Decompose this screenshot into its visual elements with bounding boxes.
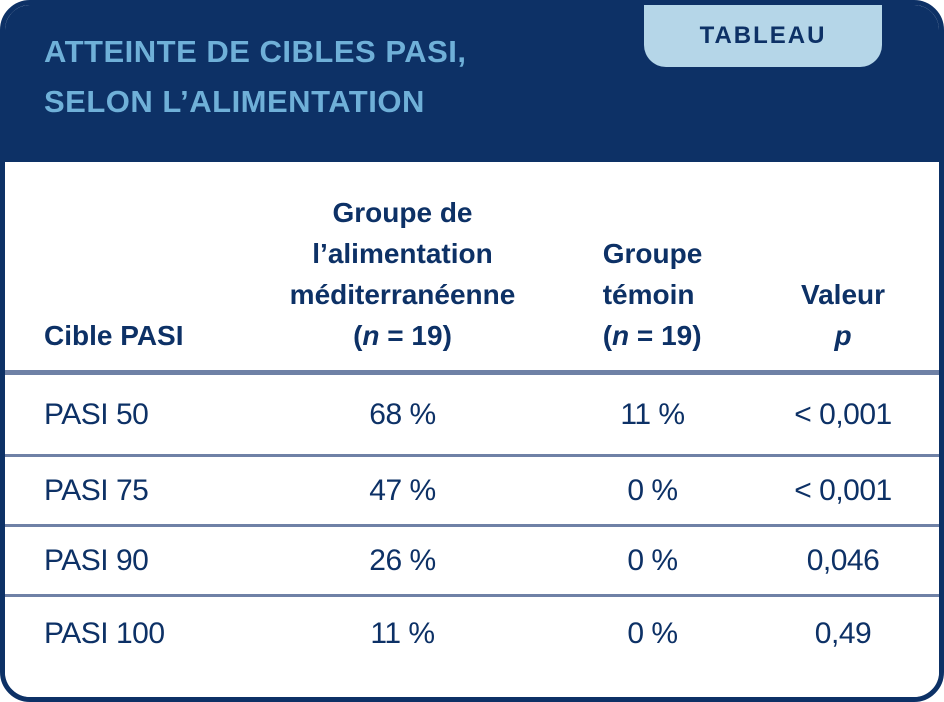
header-n-count xyxy=(603,315,703,356)
paren-open: ( xyxy=(353,320,363,351)
control-value-cell: 0 % xyxy=(627,617,678,650)
table-row-pasi-50 xyxy=(5,375,939,457)
card-title xyxy=(44,27,467,127)
control-value-cell: 11 % xyxy=(620,397,685,431)
mediterranean-value-cell: 11 % xyxy=(370,617,435,650)
n-symbol: n xyxy=(612,320,630,351)
mediterranean-value-cell: 68 % xyxy=(369,397,436,431)
pasi-target-cell: PASI 75 xyxy=(44,473,149,507)
p-value-cell: < 0,001 xyxy=(794,397,892,431)
column-header-cible-pasi: Cible PASI xyxy=(44,320,184,351)
header-line: Groupe xyxy=(602,238,703,269)
header-line: Groupe de xyxy=(332,197,473,228)
n-value: = 19) xyxy=(629,320,702,351)
tableau-badge: TABLEAU xyxy=(644,5,882,67)
table-row-pasi-75 xyxy=(5,457,939,527)
table-row-pasi-100 xyxy=(5,597,939,699)
card-title-line-2: SELON L’ALIMENTATION xyxy=(44,84,425,119)
column-header-p-value xyxy=(760,274,926,356)
table-row-pasi-90 xyxy=(5,527,939,597)
pasi-target-cell: PASI 50 xyxy=(44,397,149,431)
mediterranean-value-cell: 47 % xyxy=(369,473,436,507)
n-value: = 19) xyxy=(379,320,452,351)
pasi-target-cell: PASI 90 xyxy=(44,543,149,577)
paren-open: ( xyxy=(602,320,613,351)
header-line xyxy=(760,315,926,356)
mediterranean-value-cell: 26 % xyxy=(369,543,436,577)
header-line: l’alimentation xyxy=(312,238,493,269)
p-symbol: p xyxy=(834,320,852,351)
p-value-cell: 0,49 xyxy=(814,617,872,650)
card-title-line-1: ATTEINTE DE CIBLES PASI, xyxy=(44,34,467,69)
n-symbol: n xyxy=(362,320,380,351)
control-value-cell: 0 % xyxy=(627,473,678,507)
column-header-control-group xyxy=(545,233,760,356)
header-n-count xyxy=(260,315,545,356)
pasi-target-cell: PASI 100 xyxy=(44,617,165,650)
header-line: méditerranéenne xyxy=(289,279,516,310)
pasi-results-table xyxy=(5,162,939,699)
header-line: témoin xyxy=(602,279,695,310)
column-header-mediterranean-group xyxy=(260,192,545,356)
p-value-cell: < 0,001 xyxy=(794,473,892,507)
control-group-header-block xyxy=(603,233,703,356)
control-value-cell: 0 % xyxy=(627,543,678,577)
header-line: Valeur xyxy=(800,279,886,310)
card-header xyxy=(5,5,939,162)
table-header-row xyxy=(5,162,939,375)
p-value-cell: 0,046 xyxy=(806,543,880,577)
